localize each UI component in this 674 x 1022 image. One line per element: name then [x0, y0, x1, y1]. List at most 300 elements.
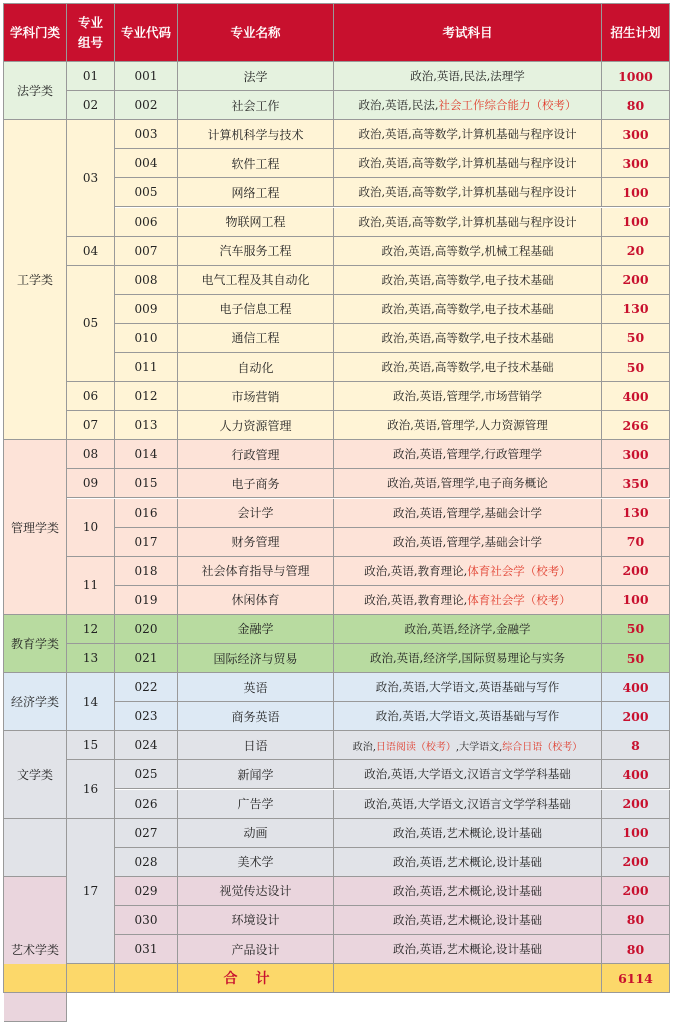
enrollment-plan-value: 50 — [626, 621, 645, 637]
enrollment-plan-value: 200 — [622, 272, 649, 288]
group-number: 03 — [82, 170, 99, 185]
exam-subjects — [334, 295, 602, 324]
major-code-text: 029 — [134, 883, 158, 898]
category-label: 艺术学类 — [10, 942, 59, 957]
exam-subjects — [334, 237, 602, 266]
enrollment-plan-value: 300 — [622, 126, 649, 142]
exam-subjects — [334, 499, 602, 528]
major-name — [178, 644, 334, 673]
major-code — [115, 120, 178, 149]
exam-subjects — [334, 353, 602, 382]
group-cell — [67, 266, 115, 382]
major-code-text: 004 — [134, 156, 158, 171]
group-number: 17 — [82, 883, 99, 898]
major-code — [115, 149, 178, 178]
group-cell — [67, 62, 115, 91]
total-value-cell — [602, 964, 670, 993]
enrollment-plan — [602, 62, 670, 91]
major-code — [115, 208, 178, 237]
exam-subject-text: 政治,英语,经济学,国际贸易理论与实务 — [370, 651, 565, 666]
exam-subject-text: 政治,英语,大学语文,汉语言文学学科基础 — [364, 767, 571, 782]
major-name-text: 计算机科学与技术 — [207, 127, 304, 142]
enrollment-plan — [602, 790, 670, 819]
category-cell — [4, 673, 67, 731]
enrollment-plan — [602, 615, 670, 644]
major-code-text: 025 — [134, 767, 158, 782]
enrollment-plan-value: 200 — [622, 563, 649, 579]
exam-subject-text: 政治,英语,高等数学,计算机基础与程序设计 — [358, 185, 577, 200]
major-code-text: 030 — [134, 912, 158, 927]
enrollment-plan — [602, 848, 670, 877]
category-label: 工学类 — [16, 273, 53, 288]
major-name — [178, 149, 334, 178]
group-cell — [67, 440, 115, 469]
exam-subject-text: 政治,英语,高等数学,计算机基础与程序设计 — [358, 214, 577, 229]
major-code-text: 022 — [134, 680, 158, 695]
enrollment-plan — [602, 499, 670, 528]
exam-subject-text: 政治,英语,管理学,行政管理学 — [393, 447, 542, 462]
enrollment-plan-value: 350 — [622, 475, 649, 491]
major-code-text: 005 — [134, 185, 158, 200]
major-name — [178, 819, 334, 848]
major-code-text: 002 — [134, 98, 158, 113]
group-cell — [67, 237, 115, 266]
major-code — [115, 295, 178, 324]
enrollment-plan-value: 20 — [626, 243, 645, 259]
header-category — [4, 4, 67, 62]
category-cell — [4, 440, 67, 615]
major-name-text: 网络工程 — [231, 185, 280, 200]
header-label: 招生计划 — [610, 24, 661, 40]
exam-subject-text: 政治,英语,教育理论, — [364, 592, 468, 607]
category-cell — [4, 731, 67, 818]
major-code-text: 001 — [134, 69, 158, 84]
major-name-text: 人力资源管理 — [219, 418, 292, 433]
header-group — [67, 4, 115, 62]
enrollment-plan-value: 100 — [622, 214, 649, 230]
major-code-text: 011 — [134, 360, 158, 375]
enrollment-plan — [602, 528, 670, 557]
category-label: 法学类 — [16, 84, 53, 99]
major-code-text: 016 — [134, 505, 158, 520]
major-name-text: 商务英语 — [231, 709, 280, 724]
exam-subject-text: 政治,英语,管理学,基础会计学 — [393, 505, 542, 520]
major-name — [178, 615, 334, 644]
major-code-text: 028 — [134, 854, 158, 869]
major-name — [178, 760, 334, 789]
enrollment-plan-value: 300 — [622, 446, 649, 462]
major-code-text: 019 — [134, 592, 158, 607]
major-code — [115, 790, 178, 819]
exam-subjects — [334, 120, 602, 149]
enrollment-plan-value: 80 — [626, 97, 645, 113]
exam-subject-text: 政治,英语,高等数学,电子技术基础 — [381, 330, 554, 345]
exam-subject-text: 政治,英语,管理学,电子商务概论 — [387, 476, 548, 491]
enrollment-plan-value: 200 — [622, 854, 649, 870]
enrollment-plan — [602, 935, 670, 964]
enrollment-plan — [602, 557, 670, 586]
major-name-text: 会计学 — [237, 506, 274, 521]
exam-subjects — [334, 208, 602, 237]
header-subjects — [334, 4, 602, 62]
category-label: 管理学类 — [10, 520, 59, 535]
enrollment-plan-value: 130 — [622, 301, 649, 317]
enrollment-plan-value: 266 — [622, 417, 649, 433]
major-name — [178, 62, 334, 91]
header-plan — [602, 4, 670, 62]
exam-subject-text: 政治,英语,高等数学,电子技术基础 — [381, 301, 554, 316]
major-code-text: 017 — [134, 534, 158, 549]
group-number: 06 — [82, 389, 99, 404]
enrollment-plan-value: 50 — [626, 650, 645, 666]
major-name-text: 汽车服务工程 — [219, 244, 292, 259]
school-exam-subject: 体育社会学（校考） — [467, 592, 571, 607]
major-name — [178, 935, 334, 964]
school-exam-subject: 综合日语（校考） — [502, 741, 583, 753]
enrollment-plan — [602, 208, 670, 237]
major-name — [178, 411, 334, 440]
major-code-text: 018 — [134, 563, 158, 578]
enrollment-plan — [602, 819, 670, 848]
major-code-text: 014 — [134, 447, 158, 462]
header-code — [115, 4, 178, 62]
enrollment-plan — [602, 760, 670, 789]
group-number: 09 — [82, 476, 99, 491]
major-name — [178, 557, 334, 586]
exam-subjects — [334, 731, 602, 760]
major-code — [115, 324, 178, 353]
enrollment-plan — [602, 586, 670, 615]
exam-subjects — [334, 790, 602, 819]
header-label: 专业 组号 — [77, 14, 103, 50]
exam-subjects — [334, 848, 602, 877]
major-name — [178, 440, 334, 469]
major-code — [115, 702, 178, 731]
major-code — [115, 469, 178, 498]
major-name-text: 财务管理 — [231, 535, 280, 550]
enrollment-plan — [602, 178, 670, 207]
enrollment-plan-value: 400 — [622, 766, 649, 782]
exam-subject-text: ,大学语文, — [455, 741, 503, 753]
enrollment-plan — [602, 673, 670, 702]
enrollment-plan — [602, 324, 670, 353]
enrollment-plan-value: 8 — [631, 737, 640, 753]
group-cell — [67, 760, 115, 818]
major-code — [115, 557, 178, 586]
exam-subjects — [334, 62, 602, 91]
header-major — [178, 4, 334, 62]
exam-subjects — [334, 469, 602, 498]
exam-subjects — [334, 178, 602, 207]
major-name — [178, 91, 334, 120]
major-code — [115, 731, 178, 760]
major-code-text: 012 — [134, 389, 158, 404]
category-label: 文学类 — [16, 767, 53, 782]
major-name-text: 广告学 — [237, 797, 274, 812]
group-number: 11 — [82, 578, 99, 593]
major-name-text: 自动化 — [237, 360, 274, 375]
exam-subject-text: 政治,英语,教育理论, — [364, 563, 468, 578]
total-empty-cell — [4, 964, 67, 993]
group-number: 13 — [82, 651, 99, 666]
enrollment-plan-value: 200 — [622, 883, 649, 899]
major-name — [178, 848, 334, 877]
enrollment-plan-value: 1000 — [618, 68, 653, 84]
exam-subjects — [334, 673, 602, 702]
exam-subject-text: 政治,英语,大学语文,汉语言文学学科基础 — [364, 796, 571, 811]
exam-subjects — [334, 644, 602, 673]
enrollment-plan — [602, 237, 670, 266]
major-code — [115, 935, 178, 964]
major-code-text: 020 — [134, 621, 158, 636]
group-number: 15 — [82, 738, 99, 753]
exam-subject-text: 政治,英语,高等数学,电子技术基础 — [381, 360, 554, 375]
major-name-text: 软件工程 — [231, 156, 280, 171]
enrollment-plan-value: 400 — [622, 388, 649, 404]
group-number: 01 — [82, 69, 99, 84]
enrollment-plan — [602, 440, 670, 469]
enrollment-plan — [602, 731, 670, 760]
exam-subject-text: 政治,英语,艺术概论,设计基础 — [393, 883, 542, 898]
major-name-text: 行政管理 — [231, 447, 280, 462]
major-code — [115, 644, 178, 673]
exam-subjects — [334, 91, 602, 120]
major-name-text: 视觉传达设计 — [219, 884, 292, 899]
group-cell — [67, 819, 115, 965]
category-cell — [4, 120, 67, 440]
major-name-text: 环境设计 — [231, 913, 280, 928]
major-name-text: 电子信息工程 — [219, 302, 292, 317]
total-empty-cell — [115, 964, 178, 993]
major-code-text: 026 — [134, 796, 158, 811]
enrollment-plan-value: 50 — [626, 359, 645, 375]
major-name-text: 国际经济与贸易 — [213, 651, 298, 666]
school-exam-subject: 日语阅读（校考） — [375, 741, 456, 753]
major-name — [178, 586, 334, 615]
exam-subjects — [334, 528, 602, 557]
major-code — [115, 266, 178, 295]
exam-subjects — [334, 411, 602, 440]
major-code — [115, 237, 178, 266]
exam-subject-text: 政治,英语,高等数学,机械工程基础 — [381, 243, 554, 258]
major-name-text: 电气工程及其自动化 — [201, 273, 310, 288]
major-name — [178, 673, 334, 702]
group-number: 07 — [82, 418, 99, 433]
header-label: 考试科目 — [442, 24, 493, 40]
major-name — [178, 499, 334, 528]
exam-subject-text: 政治,英语,民法,法理学 — [410, 69, 525, 84]
major-code-text: 015 — [134, 476, 158, 491]
major-code — [115, 586, 178, 615]
total-label: 合计 — [223, 971, 288, 988]
enrollment-plan-value: 50 — [626, 330, 645, 346]
category-cell — [4, 877, 67, 1022]
major-code-text: 021 — [134, 651, 158, 666]
enrollment-plan — [602, 411, 670, 440]
major-name — [178, 469, 334, 498]
exam-subject-text: 政治,英语,管理学,基础会计学 — [393, 534, 542, 549]
major-name-text: 电子商务 — [231, 476, 280, 491]
major-name-text: 通信工程 — [231, 331, 280, 346]
enrollment-plan-value: 80 — [626, 912, 645, 928]
group-cell — [67, 120, 115, 236]
group-number: 04 — [82, 243, 99, 258]
exam-subjects — [334, 440, 602, 469]
group-cell — [67, 731, 115, 760]
major-name-text: 社会工作 — [231, 98, 280, 113]
major-code — [115, 91, 178, 120]
major-code — [115, 411, 178, 440]
major-name — [178, 877, 334, 906]
major-code-text: 031 — [134, 942, 158, 957]
exam-subjects — [334, 615, 602, 644]
group-number: 10 — [82, 520, 99, 535]
enrollment-plan — [602, 877, 670, 906]
enrollment-plan — [602, 91, 670, 120]
major-name-text: 动画 — [243, 826, 268, 841]
exam-subjects — [334, 586, 602, 615]
enrollment-plan-value: 200 — [622, 708, 649, 724]
category-cell — [4, 62, 67, 120]
exam-subjects — [334, 149, 602, 178]
exam-subject-text: 政治,英语,大学语文,英语基础与写作 — [375, 680, 560, 695]
group-number: 05 — [82, 316, 99, 331]
total-empty-cell — [334, 964, 602, 993]
major-code — [115, 615, 178, 644]
enrollment-plan — [602, 353, 670, 382]
major-name-text: 日语 — [243, 738, 268, 753]
group-cell — [67, 615, 115, 644]
major-name — [178, 266, 334, 295]
exam-subjects — [334, 266, 602, 295]
exam-subjects — [334, 324, 602, 353]
major-code — [115, 673, 178, 702]
enrollment-plan-value: 130 — [622, 505, 649, 521]
major-code — [115, 528, 178, 557]
enrollment-plan — [602, 644, 670, 673]
major-code — [115, 877, 178, 906]
enrollment-plan-value: 100 — [622, 184, 649, 200]
major-code — [115, 178, 178, 207]
group-cell — [67, 91, 115, 120]
exam-subjects — [334, 760, 602, 789]
exam-subject-text: 政治,英语,艺术概论,设计基础 — [393, 825, 542, 840]
enrollment-plan — [602, 295, 670, 324]
major-code-text: 023 — [134, 709, 158, 724]
exam-subjects — [334, 906, 602, 935]
major-code — [115, 819, 178, 848]
major-name — [178, 731, 334, 760]
enrollment-plan — [602, 266, 670, 295]
exam-subject-text: 政治,英语,管理学,市场营销学 — [393, 389, 542, 404]
major-code-text: 024 — [134, 738, 158, 753]
major-name-text: 社会体育指导与管理 — [201, 564, 310, 579]
major-name-text: 法学 — [243, 69, 268, 84]
group-number: 02 — [82, 98, 99, 113]
major-name — [178, 120, 334, 149]
group-cell — [67, 557, 115, 615]
enrollment-plan-value: 400 — [622, 679, 649, 695]
category-label: 教育学类 — [10, 636, 59, 651]
major-name — [178, 324, 334, 353]
major-code — [115, 62, 178, 91]
major-name-text: 物联网工程 — [225, 215, 286, 230]
exam-subject-text: 政治,英语,民法, — [358, 98, 439, 113]
enrollment-plan-value: 100 — [622, 825, 649, 841]
category-cell — [4, 819, 67, 877]
major-code — [115, 760, 178, 789]
major-code-text: 003 — [134, 127, 158, 142]
school-exam-subject: 体育社会学（校考） — [467, 563, 571, 578]
exam-subjects — [334, 819, 602, 848]
major-code — [115, 906, 178, 935]
group-number: 16 — [82, 781, 99, 796]
exam-subject-text: 政治,英语,高等数学,计算机基础与程序设计 — [358, 156, 577, 171]
major-name-text: 英语 — [243, 680, 268, 695]
enrollment-plan — [602, 702, 670, 731]
major-code-text: 009 — [134, 301, 158, 316]
exam-subject-text: 政治,英语,艺术概论,设计基础 — [393, 942, 542, 957]
major-code-text: 007 — [134, 243, 158, 258]
major-name — [178, 382, 334, 411]
major-name-text: 产品设计 — [231, 942, 280, 957]
total-value: 6114 — [618, 970, 653, 986]
major-name-text: 休闲体育 — [231, 593, 280, 608]
header-label: 专业名称 — [230, 24, 281, 40]
exam-subjects — [334, 382, 602, 411]
exam-subject-text: 政治,英语,高等数学,计算机基础与程序设计 — [358, 127, 577, 142]
enrollment-plan-value: 100 — [622, 592, 649, 608]
exam-subject-text: 政治,英语,艺术概论,设计基础 — [393, 912, 542, 927]
exam-subject-text: 政治,英语,大学语文,英语基础与写作 — [375, 709, 560, 724]
major-name — [178, 790, 334, 819]
enrollment-plan — [602, 469, 670, 498]
major-code — [115, 848, 178, 877]
major-name — [178, 178, 334, 207]
group-cell — [67, 673, 115, 731]
major-code-text: 010 — [134, 330, 158, 345]
major-code-text: 006 — [134, 214, 158, 229]
school-exam-subject: 社会工作综合能力（校考） — [438, 98, 577, 113]
enrollment-plan-value: 80 — [626, 941, 645, 957]
major-name-text: 新闻学 — [237, 767, 274, 782]
enrollment-plan — [602, 382, 670, 411]
major-code — [115, 440, 178, 469]
major-code — [115, 353, 178, 382]
exam-subject-text: 政治,英语,经济学,金融学 — [404, 621, 531, 636]
enrollment-plan-value: 300 — [622, 155, 649, 171]
exam-subject-text: 政治,英语,艺术概论,设计基础 — [393, 854, 542, 869]
major-code-text: 013 — [134, 418, 158, 433]
group-cell — [67, 411, 115, 440]
major-name-text: 金融学 — [237, 622, 274, 637]
category-label: 经济学类 — [10, 695, 59, 710]
enrollment-plan-value: 200 — [622, 796, 649, 812]
group-cell — [67, 644, 115, 673]
enrollment-plan — [602, 149, 670, 178]
enrollment-plan — [602, 120, 670, 149]
major-name-text: 美术学 — [237, 855, 274, 870]
enrollment-plan-value: 70 — [626, 534, 645, 550]
group-number: 08 — [82, 447, 99, 462]
major-name-text: 市场营销 — [231, 389, 280, 404]
major-name — [178, 528, 334, 557]
major-code — [115, 382, 178, 411]
group-number: 14 — [82, 694, 99, 709]
exam-subject-text: 政治, — [352, 741, 376, 753]
exam-subject-text: 政治,英语,管理学,人力资源管理 — [387, 418, 548, 433]
major-name — [178, 237, 334, 266]
